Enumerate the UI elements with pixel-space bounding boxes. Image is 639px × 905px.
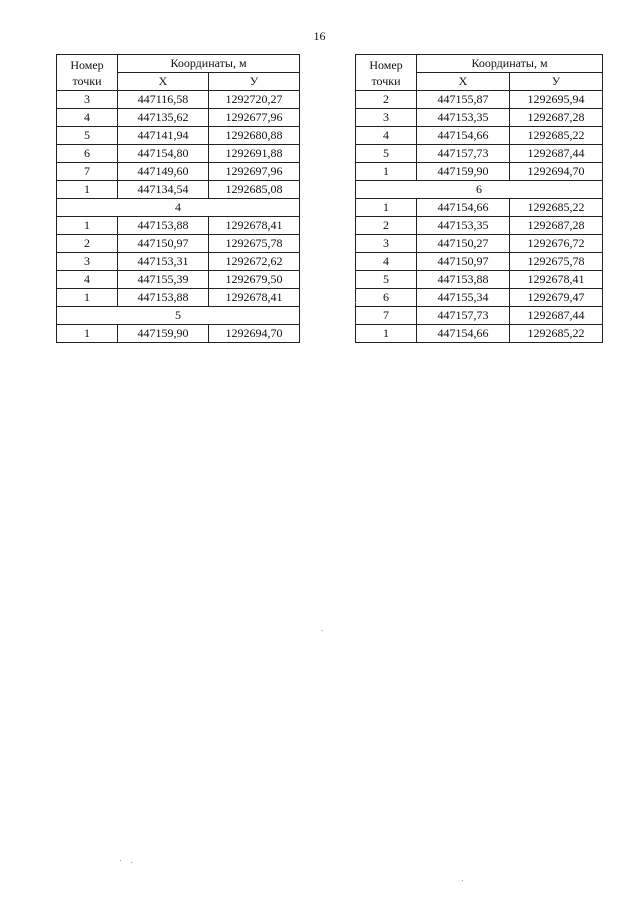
y-coordinate-cell: 1292678,41 — [209, 289, 300, 307]
table-row — [356, 235, 603, 253]
table-header-row — [57, 55, 300, 73]
table-row — [57, 127, 300, 145]
table-row — [356, 217, 603, 235]
table-header-row — [356, 55, 603, 73]
y-coordinate-cell: 1292687,44 — [510, 145, 603, 163]
y-coordinate-cell: 1292694,70 — [209, 325, 300, 343]
table-row — [57, 235, 300, 253]
point-number-cell: 1 — [356, 325, 417, 343]
point-number-cell: 2 — [356, 91, 417, 109]
x-coordinate-cell: 447154,66 — [417, 325, 510, 343]
point-number-cell: 1 — [57, 325, 118, 343]
x-coordinate-cell: 447153,88 — [118, 289, 209, 307]
x-coordinate-cell: 447155,39 — [118, 271, 209, 289]
y-coordinate-cell: 1292676,72 — [510, 235, 603, 253]
point-number-cell: 1 — [356, 163, 417, 181]
y-coordinate-cell: 1292687,44 — [510, 307, 603, 325]
coordinates-table-right — [355, 54, 603, 343]
point-number-cell: 6 — [356, 289, 417, 307]
x-coordinate-cell: 447135,62 — [118, 109, 209, 127]
table-row — [57, 325, 300, 343]
table-row — [356, 91, 603, 109]
point-number-cell: 3 — [356, 235, 417, 253]
coordinates-header: Координаты, м — [118, 55, 300, 73]
x-coordinate-cell: 447157,73 — [417, 145, 510, 163]
point-number-cell: 1 — [57, 217, 118, 235]
coordinates-table-left — [56, 54, 300, 343]
point-number-cell: 4 — [57, 271, 118, 289]
x-coordinate-cell: 447154,66 — [417, 199, 510, 217]
table-row — [57, 289, 300, 307]
point-number-cell: 2 — [356, 217, 417, 235]
coordinates-header: Координаты, м — [417, 55, 603, 73]
point-number-cell: 5 — [57, 127, 118, 145]
point-number-cell: 6 — [57, 145, 118, 163]
y-coordinate-cell: 1292679,50 — [209, 271, 300, 289]
table-body — [356, 91, 603, 343]
x-coordinate-cell: 447159,90 — [118, 325, 209, 343]
page-number: 16 — [313, 29, 326, 43]
table-row — [356, 307, 603, 325]
y-coordinate-cell: 1292691,88 — [209, 145, 300, 163]
x-column-header: X — [118, 73, 209, 91]
y-coordinate-cell: 1292678,41 — [209, 217, 300, 235]
point-number-cell: 5 — [356, 271, 417, 289]
y-coordinate-cell: 1292675,78 — [510, 253, 603, 271]
scan-speck — [131, 862, 132, 863]
point-number-cell: 2 — [57, 235, 118, 253]
table-row — [356, 289, 603, 307]
y-coordinate-cell: 1292687,28 — [510, 217, 603, 235]
y-column-header: У — [510, 73, 603, 91]
x-coordinate-cell: 447155,87 — [417, 91, 510, 109]
y-coordinate-cell: 1292679,47 — [510, 289, 603, 307]
scan-speck — [120, 860, 121, 861]
scan-speck — [355, 302, 356, 303]
y-coordinate-cell: 1292678,41 — [510, 271, 603, 289]
point-number-cell: 1 — [57, 181, 118, 199]
y-coordinate-cell: 1292685,08 — [209, 181, 300, 199]
point-number-cell: 3 — [57, 253, 118, 271]
x-coordinate-cell: 447153,31 — [118, 253, 209, 271]
point-number-header — [356, 55, 417, 91]
x-coordinate-cell: 447157,73 — [417, 307, 510, 325]
point-number-cell: 5 — [356, 145, 417, 163]
y-coordinate-cell: 1292672,62 — [209, 253, 300, 271]
x-coordinate-cell: 447149,60 — [118, 163, 209, 181]
table-row — [57, 163, 300, 181]
group-header-row — [57, 199, 300, 217]
x-coordinate-cell: 447141,94 — [118, 127, 209, 145]
table-row — [57, 253, 300, 271]
x-coordinate-cell: 447153,88 — [417, 271, 510, 289]
y-coordinate-cell: 1292685,22 — [510, 199, 603, 217]
point-number-cell: 1 — [356, 199, 417, 217]
x-coordinate-cell: 447134,54 — [118, 181, 209, 199]
x-coordinate-cell: 447150,97 — [118, 235, 209, 253]
x-coordinate-cell: 447150,27 — [417, 235, 510, 253]
table-row — [356, 127, 603, 145]
y-coordinate-cell: 1292695,94 — [510, 91, 603, 109]
x-coordinate-cell: 447154,66 — [417, 127, 510, 145]
x-coordinate-cell: 447153,35 — [417, 217, 510, 235]
y-coordinate-cell: 1292680,88 — [209, 127, 300, 145]
y-coordinate-cell: 1292697,96 — [209, 163, 300, 181]
y-coordinate-cell: 1292687,28 — [510, 109, 603, 127]
table-body — [57, 91, 300, 343]
table-row — [356, 163, 603, 181]
x-coordinate-cell: 447154,80 — [118, 145, 209, 163]
point-number-cell: 1 — [57, 289, 118, 307]
x-coordinate-cell: 447153,35 — [417, 109, 510, 127]
scan-speck — [322, 630, 323, 631]
group-number: 5 — [57, 307, 300, 325]
table-row — [57, 271, 300, 289]
point-number-header-line2: точки — [371, 73, 401, 88]
point-number-header-line1: Номер — [70, 57, 104, 72]
y-coordinate-cell: 1292694,70 — [510, 163, 603, 181]
x-coordinate-cell: 447116,58 — [118, 91, 209, 109]
group-header-row — [57, 307, 300, 325]
group-number: 6 — [356, 181, 603, 199]
table-row — [356, 145, 603, 163]
point-number-cell: 7 — [356, 307, 417, 325]
point-number-header — [57, 55, 118, 91]
x-column-header: X — [417, 73, 510, 91]
scan-speck — [462, 880, 463, 881]
point-number-cell: 4 — [356, 253, 417, 271]
table-row — [57, 109, 300, 127]
point-number-header-line1: Номер — [369, 57, 403, 72]
y-coordinate-cell: 1292675,78 — [209, 235, 300, 253]
point-number-cell: 3 — [356, 109, 417, 127]
point-number-header-line2: точки — [72, 73, 102, 88]
table-row — [57, 145, 300, 163]
point-number-cell: 4 — [57, 109, 118, 127]
x-coordinate-cell: 447159,90 — [417, 163, 510, 181]
y-coordinate-cell: 1292685,22 — [510, 127, 603, 145]
x-coordinate-cell: 447150,97 — [417, 253, 510, 271]
table-row — [356, 271, 603, 289]
y-coordinate-cell: 1292720,27 — [209, 91, 300, 109]
y-column-header: У — [209, 73, 300, 91]
y-coordinate-cell: 1292677,96 — [209, 109, 300, 127]
table-row — [356, 253, 603, 271]
point-number-cell: 7 — [57, 163, 118, 181]
table-row — [57, 91, 300, 109]
group-header-row — [356, 181, 603, 199]
y-coordinate-cell: 1292685,22 — [510, 325, 603, 343]
point-number-cell: 4 — [356, 127, 417, 145]
table-row — [57, 181, 300, 199]
table-row — [57, 217, 300, 235]
point-number-cell: 3 — [57, 91, 118, 109]
group-number: 4 — [57, 199, 300, 217]
table-row — [356, 199, 603, 217]
table-row — [356, 325, 603, 343]
table-row — [356, 109, 603, 127]
x-coordinate-cell: 447155,34 — [417, 289, 510, 307]
x-coordinate-cell: 447153,88 — [118, 217, 209, 235]
